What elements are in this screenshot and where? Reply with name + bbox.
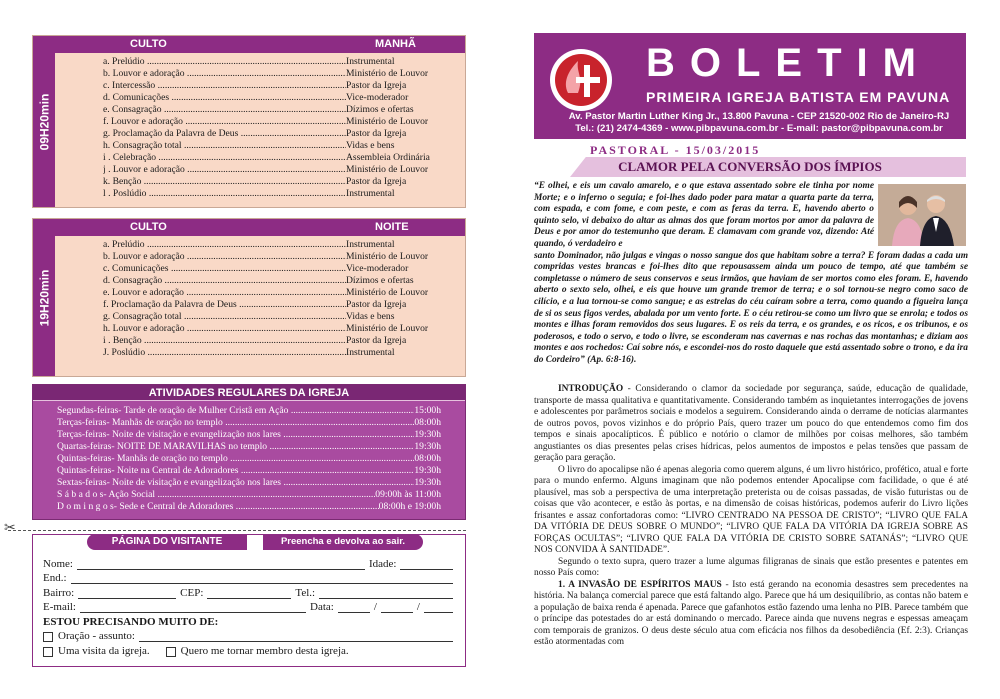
- schedule-role: Pastor da Igreja: [346, 80, 407, 91]
- schedule-item: d. Consagração .....: [103, 275, 346, 287]
- activity-day: Quartas-feiras: [57, 441, 112, 452]
- morning-schedule-header: [55, 36, 465, 53]
- morning-col-period: MANHÃ: [375, 38, 416, 50]
- activities-title: ATIVIDADES REGULARES DA IGREJA: [33, 385, 465, 401]
- prayer-row: [43, 628, 457, 643]
- paragraph-4: [534, 580, 968, 649]
- schedule-role: Vice-moderador: [346, 92, 409, 103]
- intro-text: - Considerando o clamor da sociedade por segurança, saúde, educação de qualidade, transporte de massa qualitativa e quantitativamente. Considerando também as inquietantes interrogações de jovens e adolescentes por parâmetros sociais e modelos a seguirem. Considerando ainda o derrame de notícias alarmantes de outros povos, povos vizinhos e do próprio País, quero trazer um pouco do que entendemos como fim dos tempos e sinais apocalípticos. É público e notório o clamor de milhões por coisas melhores, são também angustiantes os dias presentes pelas crises hídricas, pelos aumentos de impostos e pelas tensões que passam de geração para geração.: [534, 384, 968, 463]
- schedule-role: Vice-moderador: [346, 263, 409, 274]
- evening-col-culto: CULTO: [130, 221, 167, 233]
- scripture-rest: santo Dominador, não julgas e vingas o nosso sangue dos que habitam sobre a terra? E foram dadas a cada um compridas vestes brancas e foi-lhes dito que repousassem ainda um pouco de tempo, até que também se completasse o número de seus conservos e seus irmãos, que haviam de ser mortos como eles foram. E, havendo aberto o sexto selo, olhei, e eis que houve um grande tremor de terra; e o sol tornou-se negro como saco de cilício, e a lua tornou-se como sangue; e as estrelas do céu caíram sobre a terra, como quando a figueira lança de si os seus figos verdes, abalada por um vento forte. E o céu retirou-se como um livro que se enrola; e todos os montes e ilhas foram removidos dos seus lugares. E os reis da terra, e os grandes, e os ricos, e os tribunos, e os poderosos, e todo o servo, e todo o livre, se esconderam nas cavernas e nas rochas das montanhas; e diziam aos montes e aos rochedos: Caí sobre nós, e escondei-nos do rosto daquele que está assentado sobre o trono, e da ira do Cordeiro” (Ap. 6:8-16).: [534, 250, 968, 365]
- activity-row: [57, 489, 465, 501]
- schedule-item: h. Consagração total .....: [103, 140, 346, 152]
- intro-label: INTRODUÇÃO: [558, 384, 624, 394]
- activity-time: 08:00h: [414, 417, 441, 428]
- age-field[interactable]: [400, 559, 453, 570]
- evening-schedule-rows: [103, 239, 459, 359]
- schedule-item: j . Louvor e adoração .....: [103, 164, 346, 176]
- name-row: [43, 555, 457, 570]
- date-sep-2: /: [416, 601, 420, 613]
- date-label: Data:: [310, 601, 334, 613]
- schedule-item: b. Louvor e adoração .....: [103, 68, 346, 80]
- activity-description: - Tarde de oração de Mulher Cristã em Ação .....: [118, 405, 414, 417]
- schedule-role: Pastor da Igreja: [346, 299, 407, 310]
- morning-time-label: 09H20min: [37, 93, 52, 150]
- morning-col-culto: CULTO: [130, 38, 167, 50]
- morning-time-bar: [33, 36, 55, 207]
- activity-day: Sextas-feiras: [57, 477, 107, 488]
- church-address: Av. Pastor Martin Luther King Jr., 13.800 Pavuna - CEP 21520-002 Rio de Janeiro-RJ: [568, 111, 950, 122]
- schedule-role: Pastor da Igreja: [346, 128, 407, 139]
- paragraph-2: O livro do apocalipse não é apenas alegoria como querem alguns, é um livro histórico, profético, atual e forte para o mundo enfermo. Alguns imaginam que não podemos entender Apocalipse com facilidade, o que é até plausível, mas sob a perspectiva de uma interpretação preterista ou de coisas passadas, de visão futuristas ou de coisas que vão acontecer, e estão às portas, e na dimensão de coisas históricas, podemos auferir do Livro lições frisantes e assaz confortadoras como: “LIVRO CENTRADO NA PESSOA DE CRISTO”; “LIVRO QUE FALA DA VITÓRIA DE DEUS SOBRE O MUNDO”; “LIVRO QUE FALA DA VITÓRIA DA IGREJA SOBRE AS FORÇAS OCULTAS”; “LIVRO QUE FALA DA VITÓRIA DE CRISTO SOBRE SATANÁS”; “LIVRO QUE NOS CONVIDA À SANTIDADE”.: [534, 464, 969, 555]
- schedule-row: [103, 251, 459, 263]
- name-label: Nome:: [43, 557, 73, 570]
- schedule-row: [103, 176, 459, 188]
- schedule-role: Ministério de Louvor: [346, 68, 429, 79]
- bulletin-title: BOLETIM: [646, 41, 931, 85]
- schedule-row: [103, 104, 459, 116]
- schedule-row: [103, 347, 459, 359]
- visit-checkbox[interactable]: [43, 647, 53, 657]
- activity-row: [57, 477, 465, 489]
- activity-time: 08:00h: [414, 453, 441, 464]
- schedule-row: [103, 287, 459, 299]
- schedule-row: [103, 140, 459, 152]
- schedule-item: i . Benção .....: [103, 335, 346, 347]
- activity-row: [57, 453, 465, 465]
- email-label: E-mail:: [43, 601, 76, 613]
- schedule-row: [103, 323, 459, 335]
- activity-day: D o m i n g o s: [57, 501, 114, 512]
- activity-time: 19:30h: [414, 429, 441, 440]
- schedule-item: l . Poslúdio .....: [103, 188, 346, 200]
- schedule-row: [103, 335, 459, 347]
- address-row: [43, 570, 457, 585]
- activity-time: 19:30h: [414, 441, 441, 452]
- name-field[interactable]: [77, 559, 365, 570]
- prayer-label: Oração - assunto:: [58, 630, 135, 642]
- schedule-row: [103, 275, 459, 287]
- church-logo-icon: [548, 47, 614, 113]
- address-label: End.:: [43, 572, 67, 584]
- phone-label: Tel.:: [295, 586, 316, 599]
- visitor-form: [32, 534, 466, 667]
- cep-label: CEP:: [180, 586, 204, 599]
- visit-label: Uma visita da igreja.: [58, 644, 150, 657]
- district-label: Bairro:: [43, 586, 75, 599]
- activities-list: [33, 401, 465, 513]
- schedule-item: J. Poslúdio .....: [103, 347, 346, 359]
- activity-row: [57, 465, 465, 477]
- schedule-role: Ministério de Louvor: [346, 116, 429, 127]
- scripture-top: “E olhei, e eis um cavalo amarelo, e o que estava assentado sobre ele tinha por nome Morte; e o inferno o seguia; e foi-lhes dado poder para matar a quarta parte da terra, com espada, e com fome, e com peste, e com as feras da terra. E, havendo aberto o quinto selo, vi debaixo do altar as almas dos que foram mortos por amor da palavra de Deus e por amor do testemunho que deram. E clamavam com grande voz, dizendo: Até quando, ó verdadeiro e: [534, 181, 874, 249]
- activity-row: [57, 441, 465, 453]
- section-1-label: 1. A INVASÃO DE ESPÍRITOS MAUS: [558, 579, 722, 590]
- options-row: [43, 642, 457, 657]
- schedule-item: e. Consagração .....: [103, 104, 346, 116]
- schedule-role: Ministério de Louvor: [346, 164, 429, 175]
- schedule-role: Instrumental: [346, 56, 395, 67]
- evening-schedule-header: [55, 219, 465, 236]
- activity-time: 19:30h: [414, 465, 441, 476]
- schedule-row: [103, 68, 459, 80]
- schedule-item: c. Intercessão .....: [103, 80, 346, 92]
- church-contact: Tel.: (21) 2474-4369 - www.pibpavuna.com.br - E-mail: pastor@pibpavuna.com.br: [575, 123, 943, 134]
- schedule-item: a. Prelúdio .....: [103, 239, 346, 251]
- district-row: [43, 584, 457, 599]
- activities-box: [32, 384, 466, 520]
- schedule-role: Instrumental: [346, 239, 395, 250]
- schedule-item: a. Prelúdio .....: [103, 56, 346, 68]
- schedule-role: Dízimos e ofertas: [346, 104, 414, 115]
- cut-line: [8, 530, 466, 531]
- needs-heading: ESTOU PRECISANDO MUITO DE:: [43, 615, 219, 628]
- activity-description: - Noite de visitação e evangelização nos lares .....: [106, 429, 414, 441]
- schedule-row: [103, 92, 459, 104]
- activity-row: [57, 429, 465, 441]
- schedule-row: [103, 80, 459, 92]
- activity-day: Quintas-feiras: [57, 453, 112, 464]
- schedule-role: Ministério de Louvor: [346, 251, 429, 262]
- activity-day: Segundas-feiras: [57, 405, 119, 416]
- schedule-row: [103, 152, 459, 164]
- schedule-row: [103, 299, 459, 311]
- evening-col-period: NOITE: [375, 221, 409, 233]
- activity-time: 08:00h e 19:00h: [378, 501, 441, 512]
- scripture-passage: [534, 181, 968, 367]
- activity-description: - Noite de visitação e evangelização nos lares .....: [107, 477, 415, 489]
- prayer-subject-field[interactable]: [139, 631, 453, 642]
- intro-paragraph: [534, 384, 968, 465]
- schedule-role: Instrumental: [346, 188, 395, 199]
- morning-schedule: [32, 35, 466, 208]
- schedule-item: h. Louvor e adoração .....: [103, 323, 346, 335]
- evening-time-label: 19H20min: [37, 269, 52, 326]
- schedule-item: c. Comunicações .....: [103, 263, 346, 275]
- activity-description: - NOITE DE MARAVILHAS no templo .....: [111, 441, 414, 453]
- schedule-role: Vidas e bens: [346, 311, 395, 322]
- schedule-item: e. Louvor e adoração .....: [103, 287, 346, 299]
- schedule-role: Dízimos e ofertas: [346, 275, 414, 286]
- activity-day: Terças-feiras: [57, 429, 107, 440]
- member-label: Quero me tornar membro desta igreja.: [180, 644, 349, 657]
- evening-schedule: [32, 218, 466, 377]
- schedule-item: d. Comunicações .....: [103, 92, 346, 104]
- visitor-form-fields: [43, 555, 457, 657]
- pastoral-title: CLAMOR PELA CONVERSÃO DOS ÍMPIOS: [618, 159, 882, 174]
- schedule-row: [103, 239, 459, 251]
- paragraph-3: Segundo o texto supra, quero trazer a lume algumas filigranas de sinais que estão presentes e patentes em nosso País como:: [534, 556, 968, 578]
- date-month-field[interactable]: [381, 602, 413, 613]
- morning-schedule-rows: [103, 56, 459, 200]
- activity-description: - Manhãs de oração no templo .....: [106, 417, 414, 429]
- scissors-icon: ✂: [4, 521, 16, 536]
- church-address-block: [562, 111, 956, 135]
- visitor-form-note: Preencha e devolva ao sair.: [263, 534, 423, 550]
- activity-time: 19:30h: [414, 477, 441, 488]
- district-field[interactable]: [78, 588, 176, 599]
- email-field[interactable]: [80, 602, 306, 613]
- schedule-role: Assembleia Ordinária: [346, 152, 430, 163]
- activity-row: [57, 417, 465, 429]
- address-field[interactable]: [71, 573, 453, 584]
- schedule-row: [103, 164, 459, 176]
- schedule-row: [103, 128, 459, 140]
- pastoral-body: [534, 384, 968, 649]
- schedule-row: [103, 56, 459, 68]
- schedule-role: Ministério de Louvor: [346, 323, 429, 334]
- activity-day: Quintas-feiras: [57, 465, 112, 476]
- prayer-checkbox[interactable]: [43, 632, 53, 642]
- date-sep-1: /: [373, 601, 377, 613]
- activity-row: [57, 405, 465, 417]
- schedule-item: b. Louvor e adoração .....: [103, 251, 346, 263]
- schedule-role: Vidas e bens: [346, 140, 395, 151]
- schedule-role: Ministério de Louvor: [346, 287, 429, 298]
- schedule-row: [103, 311, 459, 323]
- activity-time: 09:00h às 11:00h: [375, 489, 441, 500]
- date-year-field[interactable]: [424, 602, 453, 613]
- activity-day: S á b a d o s: [57, 489, 104, 500]
- activity-row: [57, 501, 465, 513]
- phone-field[interactable]: [319, 588, 453, 599]
- schedule-row: [103, 188, 459, 200]
- schedule-item: g. Proclamação da Palavra de Deus .....: [103, 128, 346, 140]
- activity-description: - Noite na Central de Adoradores .....: [111, 465, 414, 477]
- date-day-field[interactable]: [338, 602, 370, 613]
- email-row: [43, 599, 457, 614]
- schedule-role: Pastor da Igreja: [346, 335, 407, 346]
- activity-description: - Ação Social .....: [103, 489, 375, 501]
- pastoral-label: PASTORAL - 15/03/2015: [590, 143, 761, 157]
- schedule-item: i . Celebração .....: [103, 152, 346, 164]
- activity-description: - Sede e Central de Adoradores .....: [114, 501, 379, 513]
- activity-day: Terças-feiras: [57, 417, 107, 428]
- bulletin-header: [534, 33, 966, 139]
- visitor-form-title: PÁGINA DO VISITANTE: [87, 534, 247, 550]
- schedule-role: Pastor da Igreja: [346, 176, 407, 187]
- schedule-item: f. Proclamação da Palavra de Deus .....: [103, 299, 346, 311]
- schedule-role: Instrumental: [346, 347, 395, 358]
- age-label: Idade:: [368, 557, 397, 570]
- schedule-row: [103, 263, 459, 275]
- schedule-item: g. Consagração total .....: [103, 311, 346, 323]
- member-checkbox[interactable]: [166, 647, 176, 657]
- activity-description: - Manhãs de oração no templo .....: [111, 453, 414, 465]
- evening-time-bar: [33, 219, 55, 376]
- schedule-row: [103, 116, 459, 128]
- schedule-item: f. Louvor e adoração .....: [103, 116, 346, 128]
- activity-time: 15:00h: [414, 405, 441, 416]
- church-name: PRIMEIRA IGREJA BATISTA EM PAVUNA: [646, 89, 951, 105]
- section-1-text: - Isto está gerando na economia desastres sem precedentes na história. Na balança comercial parece que está faltando algo. Parece que há um desiquilíbrio, as contas não batem e a população de baixa renda é apenada. Parece que gafanhotos estão fazendo uma lenha no PIB. Parece também que o príncipe das potestades do ar está dominando o mercado. Parece ainda que nuvens negras e espessas ameaçam com temporais de granizos. O deus deste século atua com eficácia nos filhos da desobediência (Ef. 2:3). Crianças estão atormentadas com: [534, 579, 968, 647]
- cep-field[interactable]: [207, 588, 291, 599]
- schedule-item: k. Benção .....: [103, 176, 346, 188]
